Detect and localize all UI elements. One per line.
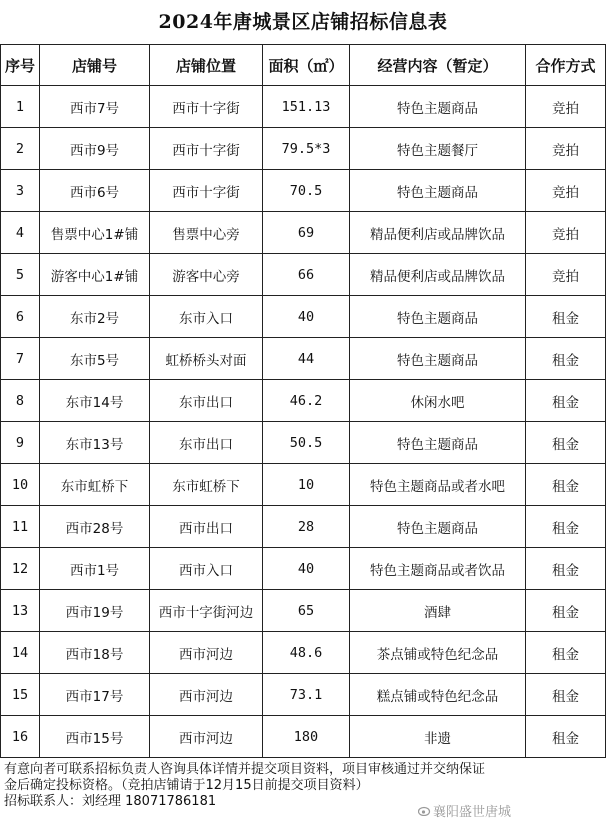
cell-content: 精品便利店或品牌饮品 <box>350 212 526 254</box>
cell-no: 9 <box>1 422 40 464</box>
table-row <box>1 338 606 380</box>
cell-location: 西市河边 <box>150 716 263 758</box>
cell-location: 东市出口 <box>150 422 263 464</box>
header-no: 序号 <box>1 45 40 86</box>
cell-shop: 游客中心1#铺 <box>40 254 150 296</box>
table-row <box>1 170 606 212</box>
cell-shop: 西市15号 <box>40 716 150 758</box>
cell-area: 28 <box>263 506 350 548</box>
cell-shop: 西市6号 <box>40 170 150 212</box>
cell-location: 游客中心旁 <box>150 254 263 296</box>
cell-area: 40 <box>263 296 350 338</box>
cell-location: 售票中心旁 <box>150 212 263 254</box>
header-area: 面积（㎡） <box>263 45 350 86</box>
page-title: 2024年唐城景区店铺招标信息表 <box>158 11 448 33</box>
cell-mode: 租金 <box>526 632 606 674</box>
cell-no: 2 <box>1 128 40 170</box>
cell-location: 西市十字街 <box>150 86 263 128</box>
cell-location: 西市入口 <box>150 548 263 590</box>
cell-location: 西市十字街 <box>150 128 263 170</box>
cell-content: 特色主题商品 <box>350 422 526 464</box>
cell-mode: 租金 <box>526 296 606 338</box>
header-mode: 合作方式 <box>526 45 606 86</box>
cell-mode: 租金 <box>526 716 606 758</box>
shop-tender-table <box>0 44 606 758</box>
table-row <box>1 254 606 296</box>
cell-shop: 西市1号 <box>40 548 150 590</box>
cell-content: 特色主题商品 <box>350 338 526 380</box>
table-row <box>1 422 606 464</box>
header-content: 经营内容（暂定） <box>350 45 526 86</box>
cell-no: 4 <box>1 212 40 254</box>
cell-area: 151.13 <box>263 86 350 128</box>
cell-area: 48.6 <box>263 632 350 674</box>
cell-mode: 租金 <box>526 590 606 632</box>
cell-mode: 竞拍 <box>526 170 606 212</box>
cell-area: 70.5 <box>263 170 350 212</box>
cell-mode: 租金 <box>526 422 606 464</box>
cell-area: 69 <box>263 212 350 254</box>
weibo-icon <box>418 805 431 820</box>
table-row <box>1 86 606 128</box>
cell-mode: 租金 <box>526 464 606 506</box>
cell-content: 特色主题商品 <box>350 170 526 212</box>
cell-mode: 竞拍 <box>526 254 606 296</box>
cell-shop: 西市17号 <box>40 674 150 716</box>
table-row <box>1 128 606 170</box>
cell-mode: 租金 <box>526 338 606 380</box>
footer-note <box>4 762 604 810</box>
cell-no: 6 <box>1 296 40 338</box>
cell-shop: 西市9号 <box>40 128 150 170</box>
table-header-row <box>1 45 606 86</box>
cell-content: 特色主题商品 <box>350 86 526 128</box>
header-location: 店铺位置 <box>150 45 263 86</box>
cell-shop: 西市18号 <box>40 632 150 674</box>
cell-content: 非遗 <box>350 716 526 758</box>
cell-area: 180 <box>263 716 350 758</box>
table-row <box>1 590 606 632</box>
cell-area: 79.5*3 <box>263 128 350 170</box>
cell-mode: 租金 <box>526 674 606 716</box>
cell-shop: 东市2号 <box>40 296 150 338</box>
table-row <box>1 548 606 590</box>
cell-area: 50.5 <box>263 422 350 464</box>
watermark <box>418 801 511 820</box>
cell-content: 特色主题商品或者饮品 <box>350 548 526 590</box>
cell-content: 特色主题餐厅 <box>350 128 526 170</box>
cell-no: 10 <box>1 464 40 506</box>
footer-line-2: 金后确定投标资格。（竞拍店铺请于12月15日前提交项目资料） <box>4 778 369 793</box>
cell-shop: 东市虹桥下 <box>40 464 150 506</box>
cell-no: 14 <box>1 632 40 674</box>
cell-location: 西市十字街 <box>150 170 263 212</box>
cell-shop: 西市28号 <box>40 506 150 548</box>
header-shop: 店铺号 <box>40 45 150 86</box>
cell-no: 13 <box>1 590 40 632</box>
cell-content: 休闲水吧 <box>350 380 526 422</box>
cell-content: 精品便利店或品牌饮品 <box>350 254 526 296</box>
cell-mode: 租金 <box>526 506 606 548</box>
cell-content: 糕点铺或特色纪念品 <box>350 674 526 716</box>
cell-no: 1 <box>1 86 40 128</box>
cell-content: 酒肆 <box>350 590 526 632</box>
cell-content: 特色主题商品 <box>350 296 526 338</box>
cell-area: 66 <box>263 254 350 296</box>
cell-shop: 东市14号 <box>40 380 150 422</box>
cell-area: 44 <box>263 338 350 380</box>
cell-shop: 东市13号 <box>40 422 150 464</box>
table-row <box>1 632 606 674</box>
table-row <box>1 296 606 338</box>
table-row <box>1 674 606 716</box>
cell-content: 特色主题商品 <box>350 506 526 548</box>
cell-area: 46.2 <box>263 380 350 422</box>
table-row <box>1 212 606 254</box>
watermark-text: 襄阳盛世唐城 <box>433 805 512 820</box>
cell-no: 16 <box>1 716 40 758</box>
cell-no: 5 <box>1 254 40 296</box>
table-row <box>1 506 606 548</box>
table-row <box>1 464 606 506</box>
table-row <box>1 716 606 758</box>
cell-mode: 租金 <box>526 548 606 590</box>
footer-line-1: 有意向者可联系招标负责人咨询具体详情并提交项目资料，项目审核通过并交纳保证 <box>4 762 486 777</box>
cell-no: 11 <box>1 506 40 548</box>
cell-area: 40 <box>263 548 350 590</box>
cell-location: 虹桥桥头对面 <box>150 338 263 380</box>
cell-location: 东市虹桥下 <box>150 464 263 506</box>
table-row <box>1 380 606 422</box>
cell-shop: 售票中心1#铺 <box>40 212 150 254</box>
cell-content: 茶点铺或特色纪念品 <box>350 632 526 674</box>
cell-location: 西市河边 <box>150 674 263 716</box>
cell-location: 西市出口 <box>150 506 263 548</box>
cell-location: 东市入口 <box>150 296 263 338</box>
cell-mode: 租金 <box>526 380 606 422</box>
footer-contact: 招标联系人：刘经理 18071786181 <box>4 794 217 809</box>
cell-location: 东市出口 <box>150 380 263 422</box>
cell-no: 7 <box>1 338 40 380</box>
cell-mode: 竞拍 <box>526 212 606 254</box>
cell-no: 3 <box>1 170 40 212</box>
cell-shop: 西市7号 <box>40 86 150 128</box>
cell-shop: 西市19号 <box>40 590 150 632</box>
cell-shop: 东市5号 <box>40 338 150 380</box>
cell-area: 73.1 <box>263 674 350 716</box>
cell-no: 8 <box>1 380 40 422</box>
cell-area: 65 <box>263 590 350 632</box>
cell-location: 西市河边 <box>150 632 263 674</box>
cell-mode: 竞拍 <box>526 86 606 128</box>
cell-no: 15 <box>1 674 40 716</box>
cell-no: 12 <box>1 548 40 590</box>
cell-area: 10 <box>263 464 350 506</box>
cell-location: 西市十字街河边 <box>150 590 263 632</box>
cell-content: 特色主题商品或者水吧 <box>350 464 526 506</box>
cell-mode: 竞拍 <box>526 128 606 170</box>
